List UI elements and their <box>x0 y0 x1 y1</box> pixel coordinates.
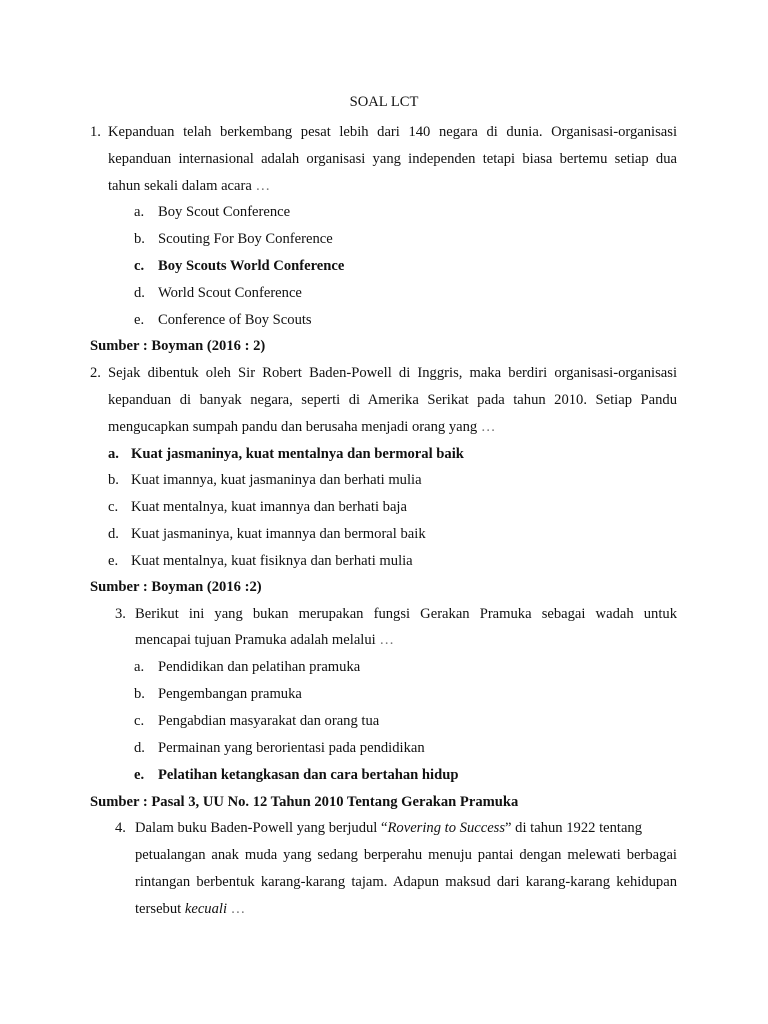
question-1-line-3 <box>108 177 270 195</box>
question-4-line-4-pre: tersebut <box>135 901 185 917</box>
q3-option-e-text: Pelatihan ketangkasan dan cara bertahan hidup <box>158 767 459 783</box>
question-2-number: 2. <box>90 365 101 381</box>
question-3-ellipsis: … <box>379 632 394 648</box>
question-4-line-4 <box>135 900 245 918</box>
question-4-line-1-pre: Dalam buku Baden-Powell yang berjudul “ <box>135 820 388 836</box>
q2-option-b-text: Kuat imannya, kuat jasmaninya dan berhati mulia <box>131 472 422 488</box>
question-2-line-2: kepanduan di banyak negara, seperti di Amerika Serikat pada tahun 2010. Setiap Pandu <box>108 392 677 408</box>
q1-option-c-letter: c. <box>134 258 145 274</box>
q2-option-c-letter: c. <box>108 499 119 515</box>
book-title: Rovering to Success <box>387 820 506 836</box>
question-2-line-1: Sejak dibentuk oleh Sir Robert Baden-Powell di Inggris, maka berdiri organisasi-organisasi <box>108 365 677 381</box>
q3-option-b-letter: b. <box>134 686 145 702</box>
question-1-line-1: Kepanduan telah berkembang pesat lebih dari 140 negara di dunia. Organisasi-organisasi <box>108 124 677 140</box>
q3-option-c-text: Pengabdian masyarakat dan orang tua <box>158 713 380 729</box>
question-4-line-1 <box>135 819 642 837</box>
q2-option-d-letter: d. <box>108 526 119 542</box>
q1-option-e-letter: e. <box>134 312 145 328</box>
question-3-source: Sumber : Pasal 3, UU No. 12 Tahun 2010 Tentang Gerakan Pramuka <box>90 794 519 810</box>
q1-option-b-letter: b. <box>134 231 145 247</box>
q2-option-e-letter: e. <box>108 553 119 569</box>
q1-option-c-text: Boy Scouts World Conference <box>158 258 345 274</box>
question-3-line-2-text: mencapai tujuan Pramuka adalah melalui <box>135 632 376 648</box>
q3-option-a-letter: a. <box>134 659 145 675</box>
question-2-source: Sumber : Boyman (2016 :2) <box>90 579 262 595</box>
q2-option-c-text: Kuat mentalnya, kuat imannya dan berhati baja <box>131 499 407 515</box>
q2-option-b-letter: b. <box>108 472 119 488</box>
q2-option-a-text: Kuat jasmaninya, kuat mentalnya dan bermoral baik <box>131 446 464 462</box>
q1-option-d-text: World Scout Conference <box>158 285 302 301</box>
question-2-line-3 <box>108 418 495 436</box>
q3-option-d-text: Permainan yang berorientasi pada pendidikan <box>158 740 425 756</box>
question-4-number: 4. <box>115 820 126 836</box>
q3-option-b-text: Pengembangan pramuka <box>158 686 302 702</box>
q1-option-a-letter: a. <box>134 204 145 220</box>
q1-option-a-text: Boy Scout Conference <box>158 204 291 220</box>
q1-option-b-text: Scouting For Boy Conference <box>158 231 333 247</box>
question-4-ellipsis: … <box>230 901 246 917</box>
question-2-ellipsis: … <box>480 419 496 435</box>
question-1-line-3-text: tahun sekali dalam acara <box>108 178 252 194</box>
q2-option-d-text: Kuat jasmaninya, kuat imannya dan bermoral baik <box>131 526 426 542</box>
question-4-line-1-post: ” di tahun 1922 tentang <box>505 820 643 836</box>
q1-option-e-text: Conference of Boy Scouts <box>158 312 312 328</box>
q1-option-d-letter: d. <box>134 285 145 301</box>
q2-option-e-text: Kuat mentalnya, kuat fisiknya dan berhati mulia <box>131 553 413 569</box>
question-2-line-3-text: mengucapkan sumpah pandu dan berusaha menjadi orang yang <box>108 419 478 435</box>
question-4-kecuali: kecuali <box>184 901 227 917</box>
question-4-line-2: petualangan anak muda yang sedang berperahu menuju pantai dengan melewati berbagai <box>135 847 677 863</box>
q3-option-a-text: Pendidikan dan pelatihan pramuka <box>158 659 361 675</box>
page-title: SOAL LCT <box>349 94 419 110</box>
question-3-number: 3. <box>115 606 126 622</box>
question-1-ellipsis: … <box>255 178 271 194</box>
question-4-line-3: rintangan berbentuk karang-karang tajam. Adapun maksud dari karang-karang kehidupan <box>135 874 677 890</box>
q3-option-e-letter: e. <box>134 767 145 783</box>
question-1-number: 1. <box>90 124 101 140</box>
question-3-line-2 <box>135 631 394 649</box>
question-1-source: Sumber : Boyman (2016 : 2) <box>90 338 266 354</box>
q3-option-c-letter: c. <box>134 713 145 729</box>
q3-option-d-letter: d. <box>134 740 145 756</box>
question-3-line-1: Berikut ini yang bukan merupakan fungsi Gerakan Pramuka sebagai wadah untuk <box>135 606 677 622</box>
question-1-line-2: kepanduan internasional adalah organisasi yang independen tetapi biasa bertemu setiap dua <box>108 151 677 167</box>
q2-option-a-letter: a. <box>108 446 119 462</box>
